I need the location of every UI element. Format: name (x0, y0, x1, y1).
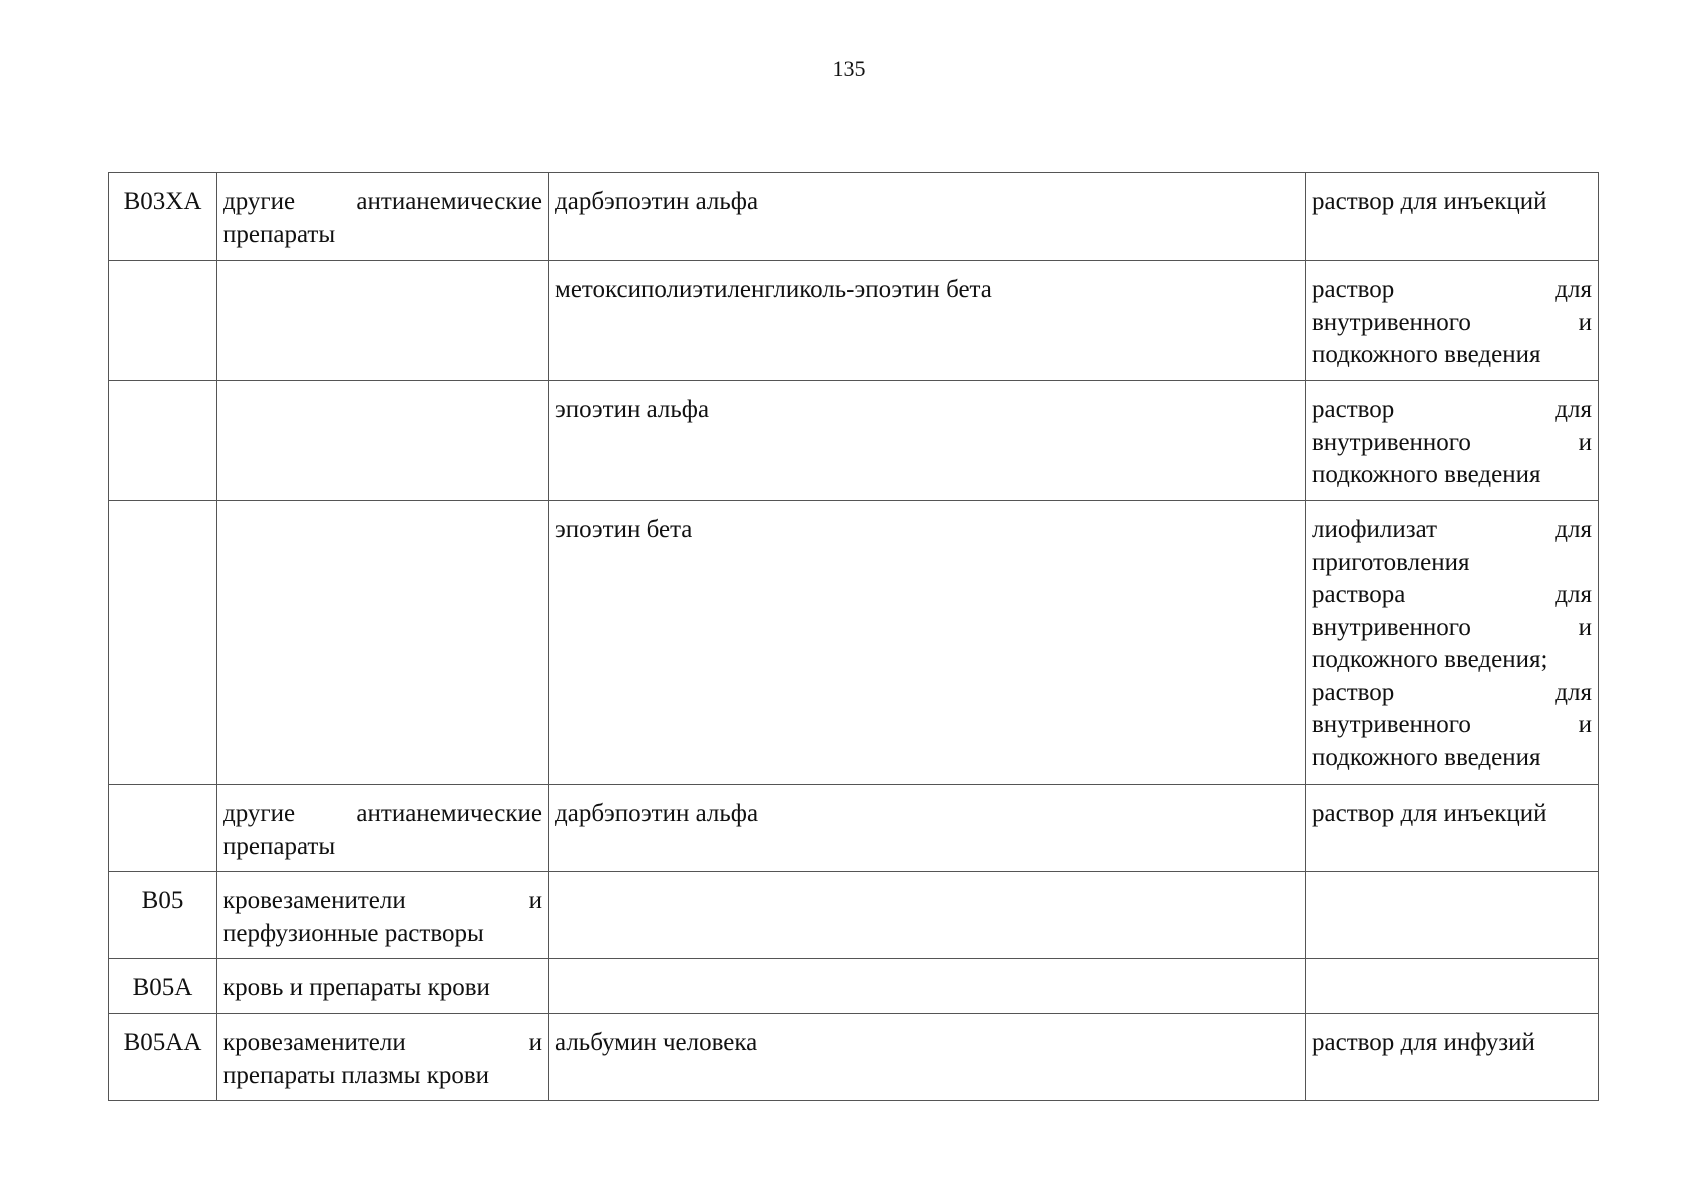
dosage-form-line: подкожного введения; (1312, 646, 1548, 673)
atc-code-cell: B05AA (109, 1014, 217, 1101)
drug-table (108, 172, 1599, 1101)
dosage-form-line: внутривенного и (1312, 428, 1592, 456)
drug-name-cell (549, 959, 1306, 1014)
atc-group-cell: кровезаменители и препараты плазмы крови (217, 1014, 549, 1101)
table-row (109, 381, 1599, 501)
drug-name-cell (549, 872, 1306, 959)
atc-group-cell (217, 261, 549, 381)
dosage-form-line: подкожного введения (1312, 743, 1541, 771)
drug-name-cell: дарбэпоэтин альфа (549, 173, 1306, 261)
atc-code-cell: B03XA (109, 173, 217, 261)
atc-code-cell (109, 261, 217, 381)
atc-code-cell (109, 501, 217, 785)
dosage-form-cell (1306, 785, 1599, 872)
dosage-form-line: внутривенного и (1312, 308, 1592, 336)
atc-group-cell: другие антианемические препараты (217, 785, 549, 872)
dosage-form-line: раствор для (1312, 678, 1592, 706)
table-row (109, 872, 1599, 959)
atc-group-cell: кровезаменители и перфузионные растворы (217, 872, 549, 959)
atc-code-cell: B05A (109, 959, 217, 1014)
dosage-form-cell (1306, 381, 1599, 501)
dosage-form-cell (1306, 261, 1599, 381)
dosage-form-line: раствор для инфузий (1312, 1029, 1535, 1056)
atc-code-cell (109, 381, 217, 501)
page-number: 135 (832, 56, 866, 81)
drug-name-cell: эпоэтин альфа (549, 381, 1306, 501)
dosage-form-line: приготовления (1312, 548, 1470, 576)
table-row (109, 501, 1599, 785)
drug-name-cell: альбумин человека (549, 1014, 1306, 1101)
atc-group-cell (217, 501, 549, 785)
atc-group-cell: другие антианемические препараты (217, 173, 549, 261)
drug-name-cell: метоксиполиэтиленгликоль-эпоэтин бета (549, 261, 1306, 381)
dosage-form-cell (1306, 872, 1599, 959)
table-row (109, 785, 1599, 872)
dosage-form-line: подкожного введения (1312, 341, 1541, 368)
atc-group-cell (217, 381, 549, 501)
atc-code-cell (109, 785, 217, 872)
table-row (109, 173, 1599, 261)
dosage-form-line: лиофилизат для (1312, 516, 1592, 543)
dosage-form-cell (1306, 1014, 1599, 1101)
dosage-form-line: внутривенного и (1312, 613, 1592, 641)
table-row (109, 261, 1599, 381)
dosage-form-line: подкожного введения (1312, 461, 1541, 488)
dosage-form-cell (1306, 173, 1599, 261)
dosage-form-cell (1306, 959, 1599, 1014)
dosage-form-line: раствора для (1312, 581, 1592, 608)
dosage-form-line: раствор для инъекций (1312, 800, 1547, 827)
dosage-form-line: внутривенного и (1312, 711, 1592, 738)
drug-name-cell: эпоэтин бета (549, 501, 1306, 785)
atc-group-cell: кровь и препараты крови (217, 959, 549, 1014)
dosage-form-cell (1306, 501, 1599, 785)
drug-name-cell: дарбэпоэтин альфа (549, 785, 1306, 872)
atc-code-cell: B05 (109, 872, 217, 959)
table-row (109, 1014, 1599, 1101)
dosage-form-line: раствор для (1312, 396, 1592, 423)
dosage-form-line: раствор для инъекций (1312, 188, 1547, 215)
table-row (109, 959, 1599, 1014)
dosage-form-line: раствор для (1312, 276, 1592, 303)
